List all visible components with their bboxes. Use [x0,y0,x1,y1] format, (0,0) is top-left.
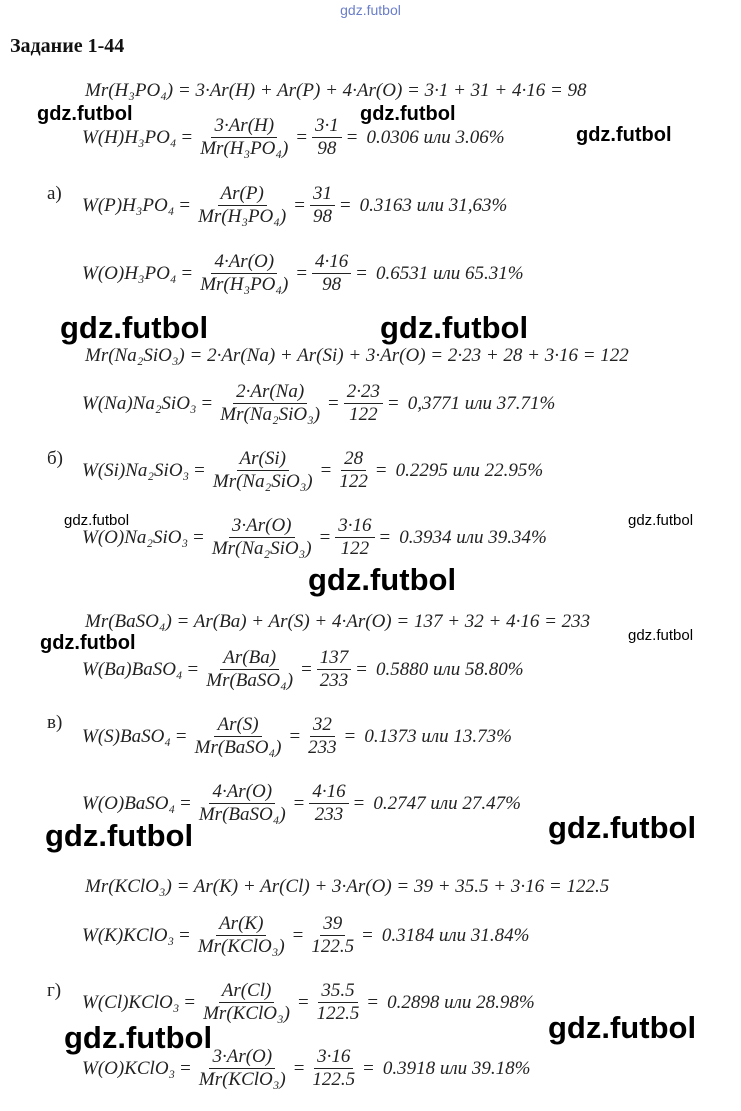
mass-fraction-label: W(S)BaSO₄ [82,725,171,747]
site-header-link[interactable]: gdz.futbol [340,2,401,18]
value-denominator: 98 [312,206,332,227]
fraction-row: W(S)BaSO₄ = $\frac{Ar(S)}{\text{Mr(BaSO₄)}}$ = $\frac{32}{233}$ = 0.1373 или 13.73% [82,714,513,758]
formula-numerator: 2·Ar(Na) [233,381,307,404]
value-numerator: 35.5 [318,980,357,1003]
result: 0.2295 или 22.95% [395,459,544,481]
mass-fraction-label: W(Cl)KClO₃ [82,991,180,1013]
task-title: Задание 1-44 [10,35,125,57]
formula-numerator: Ar(S) [214,714,261,737]
result: 0.3184 или 31.84% [381,924,530,946]
result: 0.3934 или 39.34% [399,526,547,548]
formula-denominator: Mr(KClO₃) [198,1069,286,1090]
result: 0.2898 или 28.98% [387,991,535,1013]
value-denominator: 233 [308,737,337,758]
formula-denominator: Mr(H₃PO₄) [200,138,289,159]
formula-numerator: Ar(Si) [237,448,289,471]
watermark: gdz.futbol [64,1020,213,1055]
watermark: gdz.futbol [308,562,457,597]
fraction-row: W(O)H₃PO₄ = $\frac{4\cdot Ar(O)}{\text{Mr(H₃PO₄)}}$ = $\frac{4\cdot 16}{98}$ = 0.6531 или 65.31% [82,251,524,295]
molar-mass-h3po4: Mr(H₃PO₄) = 3·Ar(H) + Ar(P) + 4·Ar(O) = 3·1 + 31 + 4·16 = 98 [85,80,587,101]
value-numerator: 3·16 [314,1046,353,1069]
watermark: gdz.futbol [37,103,133,125]
formula-denominator: Mr(BaSO₄) [206,670,294,691]
value-numerator: 39 [320,913,345,936]
result: 0.0306 или 3.06% [366,126,505,148]
value-denominator: 233 [319,670,349,691]
formula-numerator: 3·Ar(O) [229,515,295,538]
value-numerator: 3·1 [312,115,342,138]
watermark: gdz.futbol [576,124,672,146]
formula-numerator: 4·Ar(O) [209,781,275,804]
value-denominator: 98 [322,274,342,295]
watermark: gdz.futbol [360,103,456,125]
fraction-row: W(Si)Na₂SiO₃ = $\frac{Ar(Si)}{\text{Mr(Na₂SiO₃)}}$ = $\frac{28}{122}$ = 0.2295 или 22.95% [82,448,544,492]
result: 0.5880 или 58.80% [376,658,524,680]
value-numerator: 4·16 [312,251,351,274]
watermark: gdz.futbol [64,512,130,529]
formula-denominator: Mr(H₃PO₄) [200,274,289,295]
formula-numerator: Ar(K) [216,913,266,936]
fraction-row: W(Na)Na₂SiO₃ = $\frac{2\cdot Ar(Na)}{\text{Mr(Na₂SiO₃)}}$ = $\frac{2\cdot 23}{122}$ = 0,3771 или 37.71% [82,381,556,425]
label-v: в) [47,712,63,733]
molar-mass-baso4: Mr(BaSO₄) = Ar(Ba) + Ar(S) + 4·Ar(O) = 137 + 32 + 4·16 = 233 [85,611,591,632]
value-denominator: 233 [314,804,344,825]
value-denominator: 98 [317,138,337,159]
value-denominator: 122.5 [311,936,355,957]
mass-fraction-label: W(Si)Na₂SiO₃ [82,459,190,481]
formula-numerator: 3·Ar(H) [211,115,277,138]
value-numerator: 3·16 [335,515,374,538]
label-b: б) [47,448,63,469]
formula-numerator: Ar(Ba) [220,647,279,670]
fraction-row: W(Cl)KClO₃ = $\frac{Ar(Cl)}{\text{Mr(KClO₃)}}$ = $\frac{35.5}{122.5}$ = 0.2898 или 28.98% [82,980,535,1024]
fraction-row: W(O)BaSO₄ = $\frac{4\cdot Ar(O)}{\text{Mr(BaSO₄)}}$ = $\frac{4\cdot 16}{233}$ = 0.2747 или 27.47% [82,781,521,825]
formula-numerator: 4·Ar(O) [211,251,277,274]
mass-fraction-label: W(P)H₃PO₄ [82,194,175,216]
mass-fraction-label: W(H)H₃PO₄ [82,126,177,148]
watermark: gdz.futbol [628,512,694,529]
watermark: gdz.futbol [548,810,697,845]
mass-fraction-label: W(O)H₃PO₄ [82,262,177,284]
fraction-row: W(H)H₃PO₄ = $\frac{3\cdot Ar(H)}{\text{Mr(H₃PO₄)}}$ = $\frac{3\cdot 1}{98}$ = 0.0306 или 3.06% [82,115,505,159]
value-denominator: 122 [349,404,378,425]
mass-fraction-label: W(O)KClO₃ [82,1057,176,1079]
formula-denominator: Mr(KClO₃) [197,936,285,957]
watermark: gdz.futbol [40,632,136,654]
mass-fraction-label: W(Ba)BaSO₄ [82,658,183,680]
fraction-row: W(O)KClO₃ = $\frac{3\cdot Ar(O)}{\text{Mr(KClO₃)}}$ = $\frac{3\cdot 16}{122.5}$ = 0.3918 или 39.18% [82,1046,531,1090]
formula-numerator: 3·Ar(O) [209,1046,275,1069]
value-denominator: 122 [339,471,368,492]
value-denominator: 122.5 [312,1069,356,1090]
fraction-row: W(Ba)BaSO₄ = $\frac{Ar(Ba)}{\text{Mr(BaSO₄)}}$ = $\frac{137}{233}$ = 0.5880 или 58.80% [82,647,524,691]
formula-denominator: Mr(H₃PO₄) [198,206,287,227]
result: 0.2747 или 27.47% [373,792,521,814]
formula-denominator: Mr(Na₂SiO₃) [211,538,312,559]
result: 0.3163 или 31,63% [359,194,508,216]
watermark: gdz.futbol [628,627,694,644]
result: 0,3771 или 37.71% [407,392,556,414]
formula-numerator: Ar(Cl) [219,980,275,1003]
value-numerator: 4·16 [309,781,348,804]
result: 0.6531 или 65.31% [376,262,524,284]
value-denominator: 122.5 [316,1003,360,1024]
value-numerator: 137 [317,647,352,670]
value-numerator: 2·23 [344,381,383,404]
result: 0.1373 или 13.73% [364,725,513,747]
value-denominator: 122 [340,538,370,559]
molar-mass-kclo3: Mr(KClO₃) = Ar(K) + Ar(Cl) + 3·Ar(O) = 39 + 35.5 + 3·16 = 122.5 [85,876,610,897]
mass-fraction-label: W(Na)Na₂SiO₃ [82,392,197,414]
watermark: gdz.futbol [60,310,209,345]
label-g: г) [47,980,62,1001]
fraction-row: W(K)KClO₃ = $\frac{Ar(K)}{\text{Mr(KClO₃)}}$ = $\frac{39}{122.5}$ = 0.3184 или 31.84% [82,913,530,957]
formula-denominator: Mr(Na₂SiO₃) [220,404,321,425]
formula-denominator: Mr(Na₂SiO₃) [212,471,313,492]
molar-mass-na2sio3: Mr(Na₂SiO₃) = 2·Ar(Na) + Ar(Si) + 3·Ar(O) = 2·23 + 28 + 3·16 = 122 [85,345,629,366]
label-a: а) [47,183,62,204]
value-numerator: 28 [341,448,366,471]
value-numerator: 32 [310,714,335,737]
fraction-row: W(P)H₃PO₄ = $\frac{Ar(P)}{\text{Mr(H₃PO₄)}}$ = $\frac{31}{98}$ = 0.3163 или 31,63% [82,183,508,227]
formula-denominator: Mr(BaSO₄) [194,737,282,758]
watermark: gdz.futbol [548,1010,697,1045]
mass-fraction-label: W(O)BaSO₄ [82,792,176,814]
result: 0.3918 или 39.18% [382,1057,531,1079]
formula-numerator: Ar(P) [218,183,267,206]
watermark: gdz.futbol [380,310,529,345]
value-numerator: 31 [310,183,335,206]
formula-denominator: Mr(KClO₃) [203,1003,290,1024]
fraction-row: W(O)Na₂SiO₃ = $\frac{3\cdot Ar(O)}{\text{Mr(Na₂SiO₃)}}$ = $\frac{3\cdot 16}{122}$ = 0.3934 или 39.34% [82,515,547,559]
mass-fraction-label: W(K)KClO₃ [82,924,175,946]
formula-denominator: Mr(BaSO₄) [198,804,286,825]
watermark: gdz.futbol [45,818,194,853]
mass-fraction-label: W(O)Na₂SiO₃ [82,526,189,548]
